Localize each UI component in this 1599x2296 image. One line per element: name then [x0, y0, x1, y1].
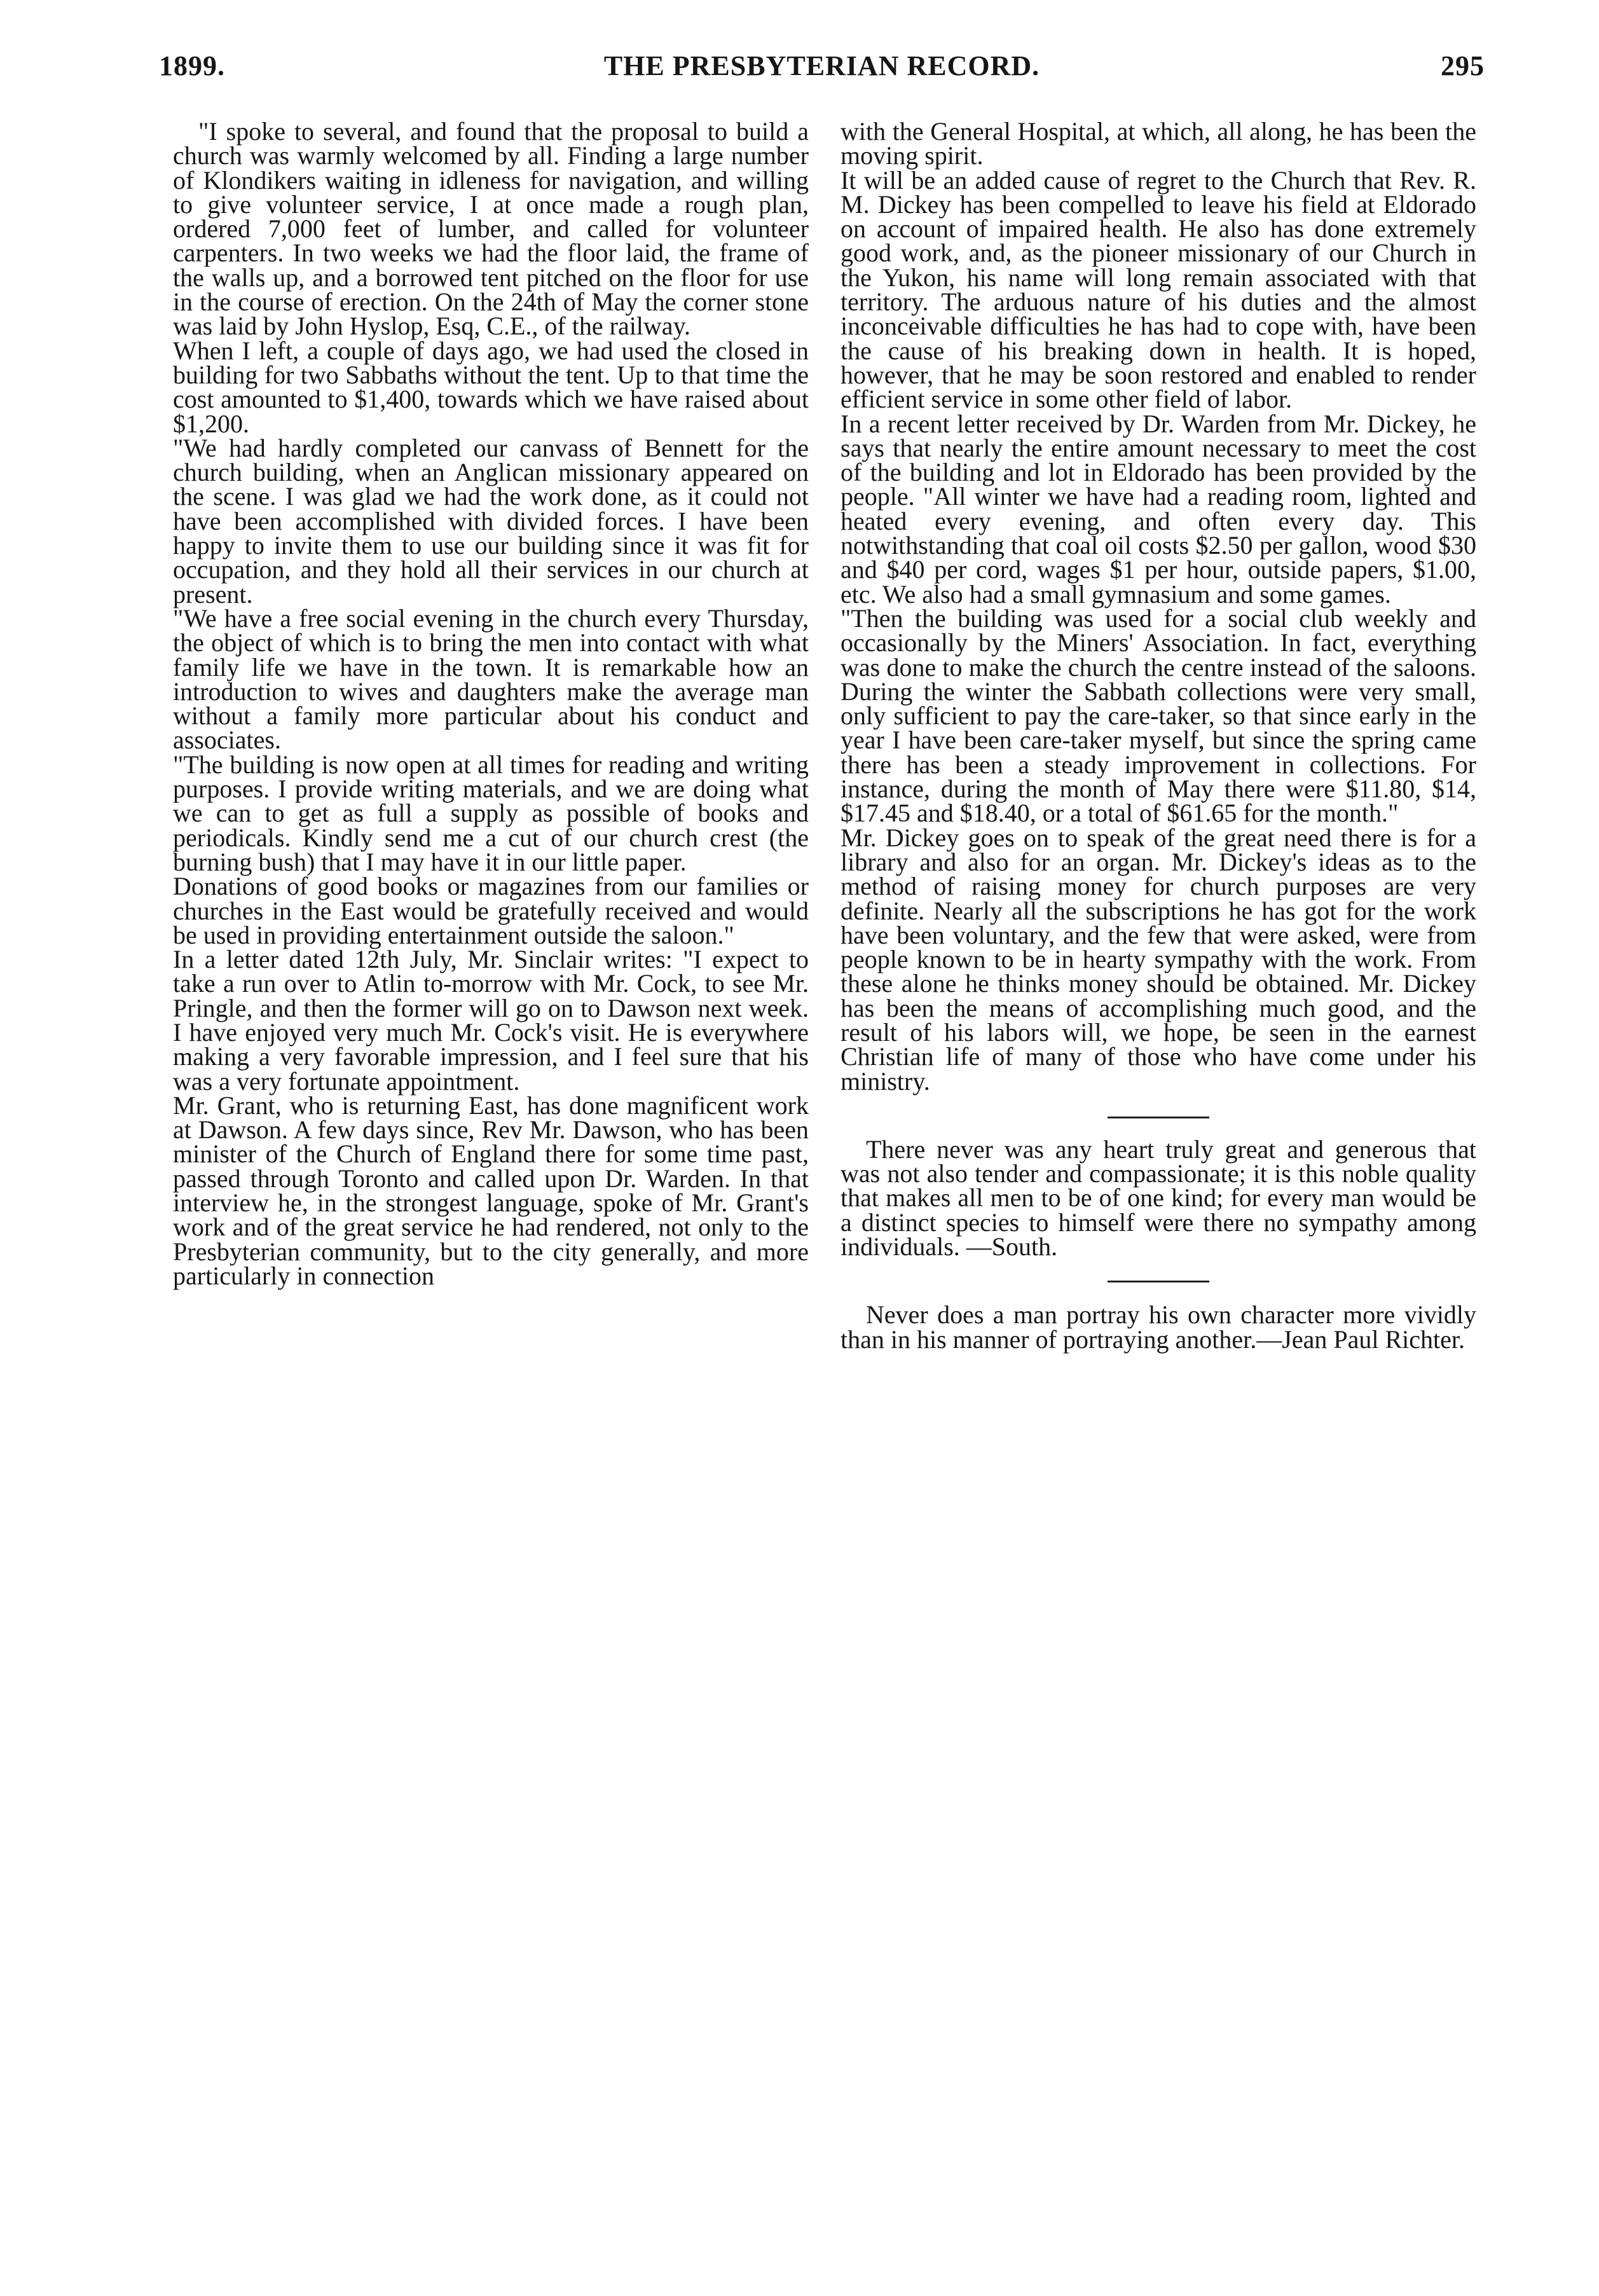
header-page-number: 295: [1441, 50, 1485, 81]
paragraph: Donations of good books or magazines from our families or churches in the East would be gratefully received and would be used in providing entertainment outside the saloon.": [173, 872, 809, 949]
running-head: [159, 50, 1485, 88]
header-year: 1899.: [159, 50, 225, 81]
header-title: THE PRESBYTERIAN RECORD.: [603, 50, 1040, 81]
quote-richter: Never does a man portray his own character more vividly than in his manner of portraying another.—Jean Paul Richter.: [841, 1300, 1476, 1354]
paragraph: "The building is now open at all times for reading and writing purposes. I provide writing materials, and we are doing what we can to get as full a supply as possible of books and periodicals. Kindly send me a cut of our church crest (the burning bush) that I may have it in our little paper.: [173, 750, 809, 876]
paragraph: "Then the building was used for a social club weekly and occasionally by the Miners' Association. In fact, everything was done to make the church the centre instead of the saloons. During the winter the Sabbath collections were very small, only sufficient to pay the care-taker, so that since early in the year I have been care-taker myself, but since the spring came there has been a steady improvement in collections. For instance, during the month of May there were $11.80, $14, $17.45 and $18.40, or a total of $61.65 for the month.": [841, 603, 1476, 828]
section-divider: [1108, 1117, 1209, 1118]
paragraph: with the General Hospital, at which, all along, he has been the moving spirit.: [841, 117, 1476, 170]
section-divider: [1108, 1281, 1209, 1282]
paragraph: It will be an added cause of regret to the Church that Rev. R. M. Dickey has been compelled to leave his field at Eldorado on account of impaired health. He also has done extremely good work, and, as the pioneer missionary of our Church in the Yukon, his name will long remain associated with that territory. The arduous nature of his duties and the almost inconceivable difficulties he has had to cope with, have been the cause of his breaking down in health. It is hoped, however, that he may be soon restored and enabled to render efficient service in some other field of labor.: [841, 165, 1476, 414]
paragraph: Mr. Dickey goes on to speak of the great need there is for a library and also for an organ. Mr. Dickey's ideas as to the method of raising money for church purposes are very definite. Nearly all the subscriptions he has got for the work have been voluntary, and the few that were asked, were from people known to be in hearty sympathy with the work. From these alone he thinks money should be obtained. Mr. Dickey has been the means of accomplishing much good, and the result of his labors will, we hope, be seen in the earnest Christian life of many of those who have come under his ministry.: [841, 823, 1476, 1096]
paragraph: Mr. Grant, who is returning East, has done magnificent work at Dawson. A few days since, Rev Mr. Dawson, who has been minister of the Church of England there for some time past, passed through Toronto and called upon Dr. Warden. In that interview he, in the strongest language, spoke of Mr. Grant's work and of the great service he had rendered, not only to the Presbyterian community, but to the city generally, and more particularly in connection: [173, 1090, 809, 1290]
paragraph: In a letter dated 12th July, Mr. Sinclair writes: "I expect to take a run over to Atlin to-morrow with Mr. Cock, to see Mr. Pringle, and then the former will go on to Dawson next week. I have enjoyed very much Mr. Cock's visit. He is everywhere making a very favorable impression, and I feel sure that his was a very fortunate appointment.: [173, 945, 809, 1096]
paragraph: In a recent letter received by Dr. Warden from Mr. Dickey, he says that nearly the entire amount necessary to meet the cost of the building and lot in Eldorado has been provided by the people. "All winter we have had a reading room, lighted and heated every evening, and often every day. This notwithstanding that coal oil costs $2.50 per gallon, wood $30 and $40 per cord, wages $1 per hour, outside papers, $1.00, etc. We also had a small gymnasium and some games.: [841, 409, 1476, 608]
left-column: [173, 117, 809, 1290]
quote-south: There never was any heart truly great and generous that was not also tender and compassionate; it is this noble quality that makes all men to be of one kind; for every man would be a distinct species to himself were there no sympathy among individuals. —South.: [841, 1134, 1476, 1261]
right-column: [841, 117, 1476, 1354]
paragraph: "We had hardly completed our canvass of Bennett for the church building, when an Anglican missionary appeared on the scene. I was glad we had the work done, as it could not have been accomplished with divided forces. I have been happy to invite them to use our building since it was fit for occupation, and they hold all their services in our church at present.: [173, 433, 809, 608]
paragraph: "I spoke to several, and found that the proposal to build a church was warmly welcomed by all. Finding a large number of Klondikers waiting in idleness for navigation, and willing to give volunteer service, I at once made a rough plan, ordered 7,000 feet of lumber, and called for volunteer carpenters. In two weeks we had the floor laid, the frame of the walls up, and a borrowed tent pitched on the floor for use in the course of erection. On the 24th of May the corner stone was laid by John Hyslop, Esq, C.E., of the railway.: [173, 117, 809, 341]
paragraph: "We have a free social evening in the church every Thursday, the object of which is to bring the men into contact with what family life we have in the town. It is remarkable how an introduction to wives and daughters make the average man without a family more particular about his conduct and associates.: [173, 603, 809, 755]
paragraph: When I left, a couple of days ago, we had used the closed in building for two Sabbaths without the tent. Up to that time the cost amounted to $1,400, towards which we have raised about $1,200.: [173, 336, 809, 438]
